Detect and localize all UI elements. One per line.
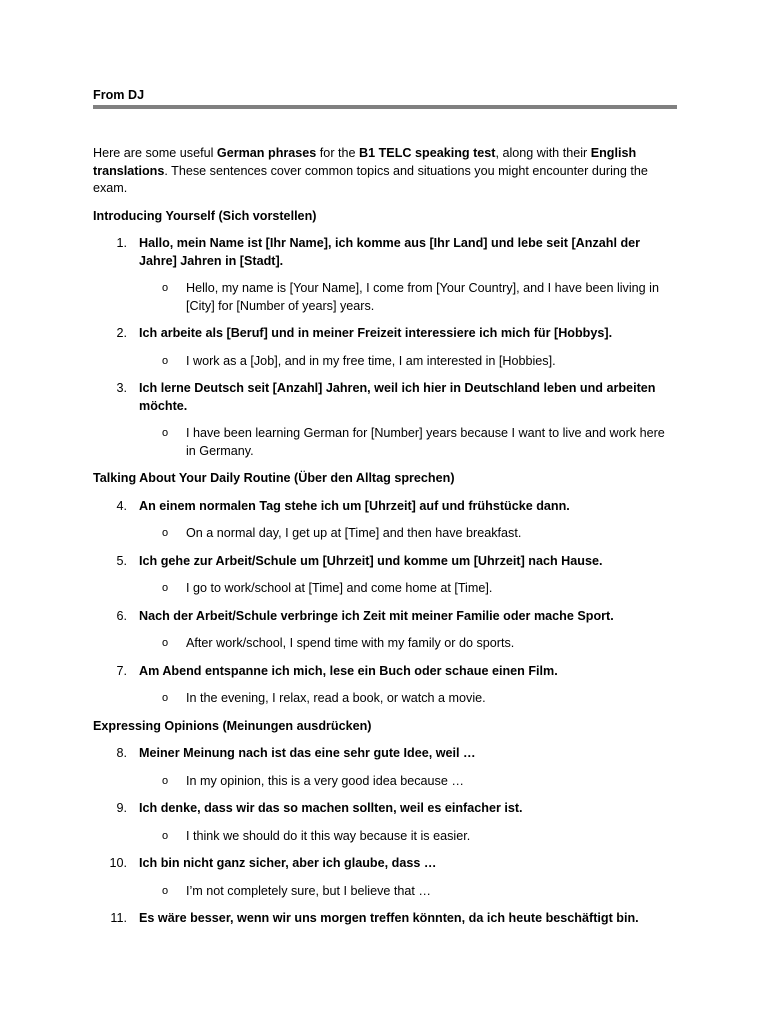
phrase-item	[93, 608, 677, 626]
circle-bullet-icon: o	[162, 582, 169, 594]
english-translation: I go to work/school at [Time] and come home at [Time].	[186, 581, 493, 595]
section-heading: Introducing Yourself (Sich vorstellen)	[93, 208, 317, 223]
german-phrase: Es wäre besser, wenn wir uns morgen treffen könnten, da ich heute beschäftigt bin.	[139, 911, 639, 925]
english-translation: I have been learning German for [Number] years because I want to live and work here in Germany.	[186, 426, 665, 458]
german-phrase: Ich arbeite als [Beruf] und in meiner Freizeit interessiere ich mich für [Hobbys].	[139, 326, 613, 340]
translation-item	[93, 883, 677, 901]
item-number: 3.	[116, 381, 127, 395]
document-body	[93, 145, 677, 938]
item-number: 1.	[116, 236, 127, 250]
item-number: 7.	[116, 663, 127, 678]
circle-bullet-icon: o	[162, 692, 169, 704]
phrase-item	[93, 745, 677, 763]
phrase-item	[93, 380, 677, 415]
translation-item	[93, 580, 677, 598]
intro-bold: German phrases	[216, 146, 317, 160]
phrase-item	[93, 553, 677, 571]
circle-bullet-icon: o	[162, 774, 169, 787]
german-phrase: Ich lerne Deutsch seit [Anzahl] Jahren, weil ich hier in Deutschland leben und arbeiten möchte.	[139, 381, 656, 413]
intro-text: for the	[316, 146, 360, 160]
intro-bold: English translations	[93, 146, 637, 178]
german-phrase: Ich bin nicht ganz sicher, aber ich glaube, dass …	[139, 856, 437, 870]
intro-text: , along with their	[495, 146, 591, 160]
item-number: 4.	[116, 498, 127, 513]
german-phrase: Ich denke, dass wir das so machen sollten, weil es einfacher ist.	[139, 801, 523, 815]
translation-item	[93, 280, 677, 315]
item-number: 9.	[116, 801, 127, 815]
english-translation: I work as a [Job], and in my free time, I am interested in [Hobbies].	[186, 353, 556, 368]
german-phrase: An einem normalen Tag stehe ich um [Uhrzeit] auf und frühstücke dann.	[139, 498, 570, 513]
german-phrase: Am Abend entspanne ich mich, lese ein Buch oder schaue einen Film.	[139, 663, 558, 678]
english-translation: I think we should do it this way because it is easier.	[186, 828, 471, 843]
circle-bullet-icon: o	[162, 282, 169, 294]
intro-text: . These sentences cover common topics and situations you might encounter during the exam.	[93, 163, 648, 195]
german-phrase: Ich gehe zur Arbeit/Schule um [Uhrzeit] und komme um [Uhrzeit] nach Hause.	[139, 553, 603, 568]
translation-item	[93, 425, 677, 460]
circle-bullet-icon: o	[162, 527, 169, 539]
english-translation: After work/school, I spend time with my family or do sports.	[186, 636, 515, 650]
phrase-item	[93, 855, 677, 873]
circle-bullet-icon: o	[162, 884, 169, 897]
item-number: 11.	[110, 911, 127, 925]
phrase-item	[93, 498, 677, 516]
phrase-item	[93, 235, 677, 270]
translation-item	[93, 828, 677, 846]
german-phrase: Hallo, mein Name ist [Ihr Name], ich komme aus [Ihr Land] und lebe seit [Anzahl der Jahre] Jahren in [Stadt].	[139, 236, 641, 268]
from-header: From DJ	[93, 88, 145, 102]
english-translation: Hello, my name is [Your Name], I come from [Your Country], and I have been living in [City] for [Number of years] years.	[186, 281, 659, 313]
phrase-item	[93, 800, 677, 818]
section-heading: Talking About Your Daily Routine (Über den Alltag sprechen)	[93, 471, 455, 485]
section-heading: Expressing Opinions (Meinungen ausdrücken)	[93, 718, 372, 733]
item-number: 10.	[109, 856, 127, 870]
translation-item	[93, 690, 677, 708]
phrase-item	[93, 663, 677, 681]
english-translation: In the evening, I relax, read a book, or watch a movie.	[186, 691, 486, 705]
phrase-item	[93, 325, 677, 343]
english-translation: I’m not completely sure, but I believe that …	[186, 883, 431, 898]
item-number: 6.	[116, 608, 127, 623]
english-translation: In my opinion, this is a very good idea because …	[186, 773, 464, 788]
translation-item	[93, 525, 677, 543]
german-phrase: Meiner Meinung nach ist das eine sehr gute Idee, weil …	[139, 746, 476, 760]
item-number: 8.	[116, 746, 127, 760]
phrase-item	[93, 910, 677, 928]
item-number: 5.	[116, 553, 127, 568]
translation-item	[93, 353, 677, 371]
intro-paragraph	[93, 145, 677, 198]
header-rule	[93, 105, 677, 109]
german-phrase: Nach der Arbeit/Schule verbringe ich Zeit mit meiner Familie oder mache Sport.	[139, 608, 614, 623]
intro-text: Here are some useful	[93, 146, 217, 160]
circle-bullet-icon: o	[162, 354, 169, 367]
english-translation: On a normal day, I get up at [Time] and then have breakfast.	[186, 526, 522, 540]
intro-bold: B1 TELC speaking test	[359, 146, 496, 160]
circle-bullet-icon: o	[162, 427, 169, 439]
translation-item	[93, 773, 677, 791]
circle-bullet-icon: o	[162, 829, 169, 842]
item-number: 2.	[116, 326, 127, 340]
translation-item	[93, 635, 677, 653]
circle-bullet-icon: o	[162, 637, 169, 649]
